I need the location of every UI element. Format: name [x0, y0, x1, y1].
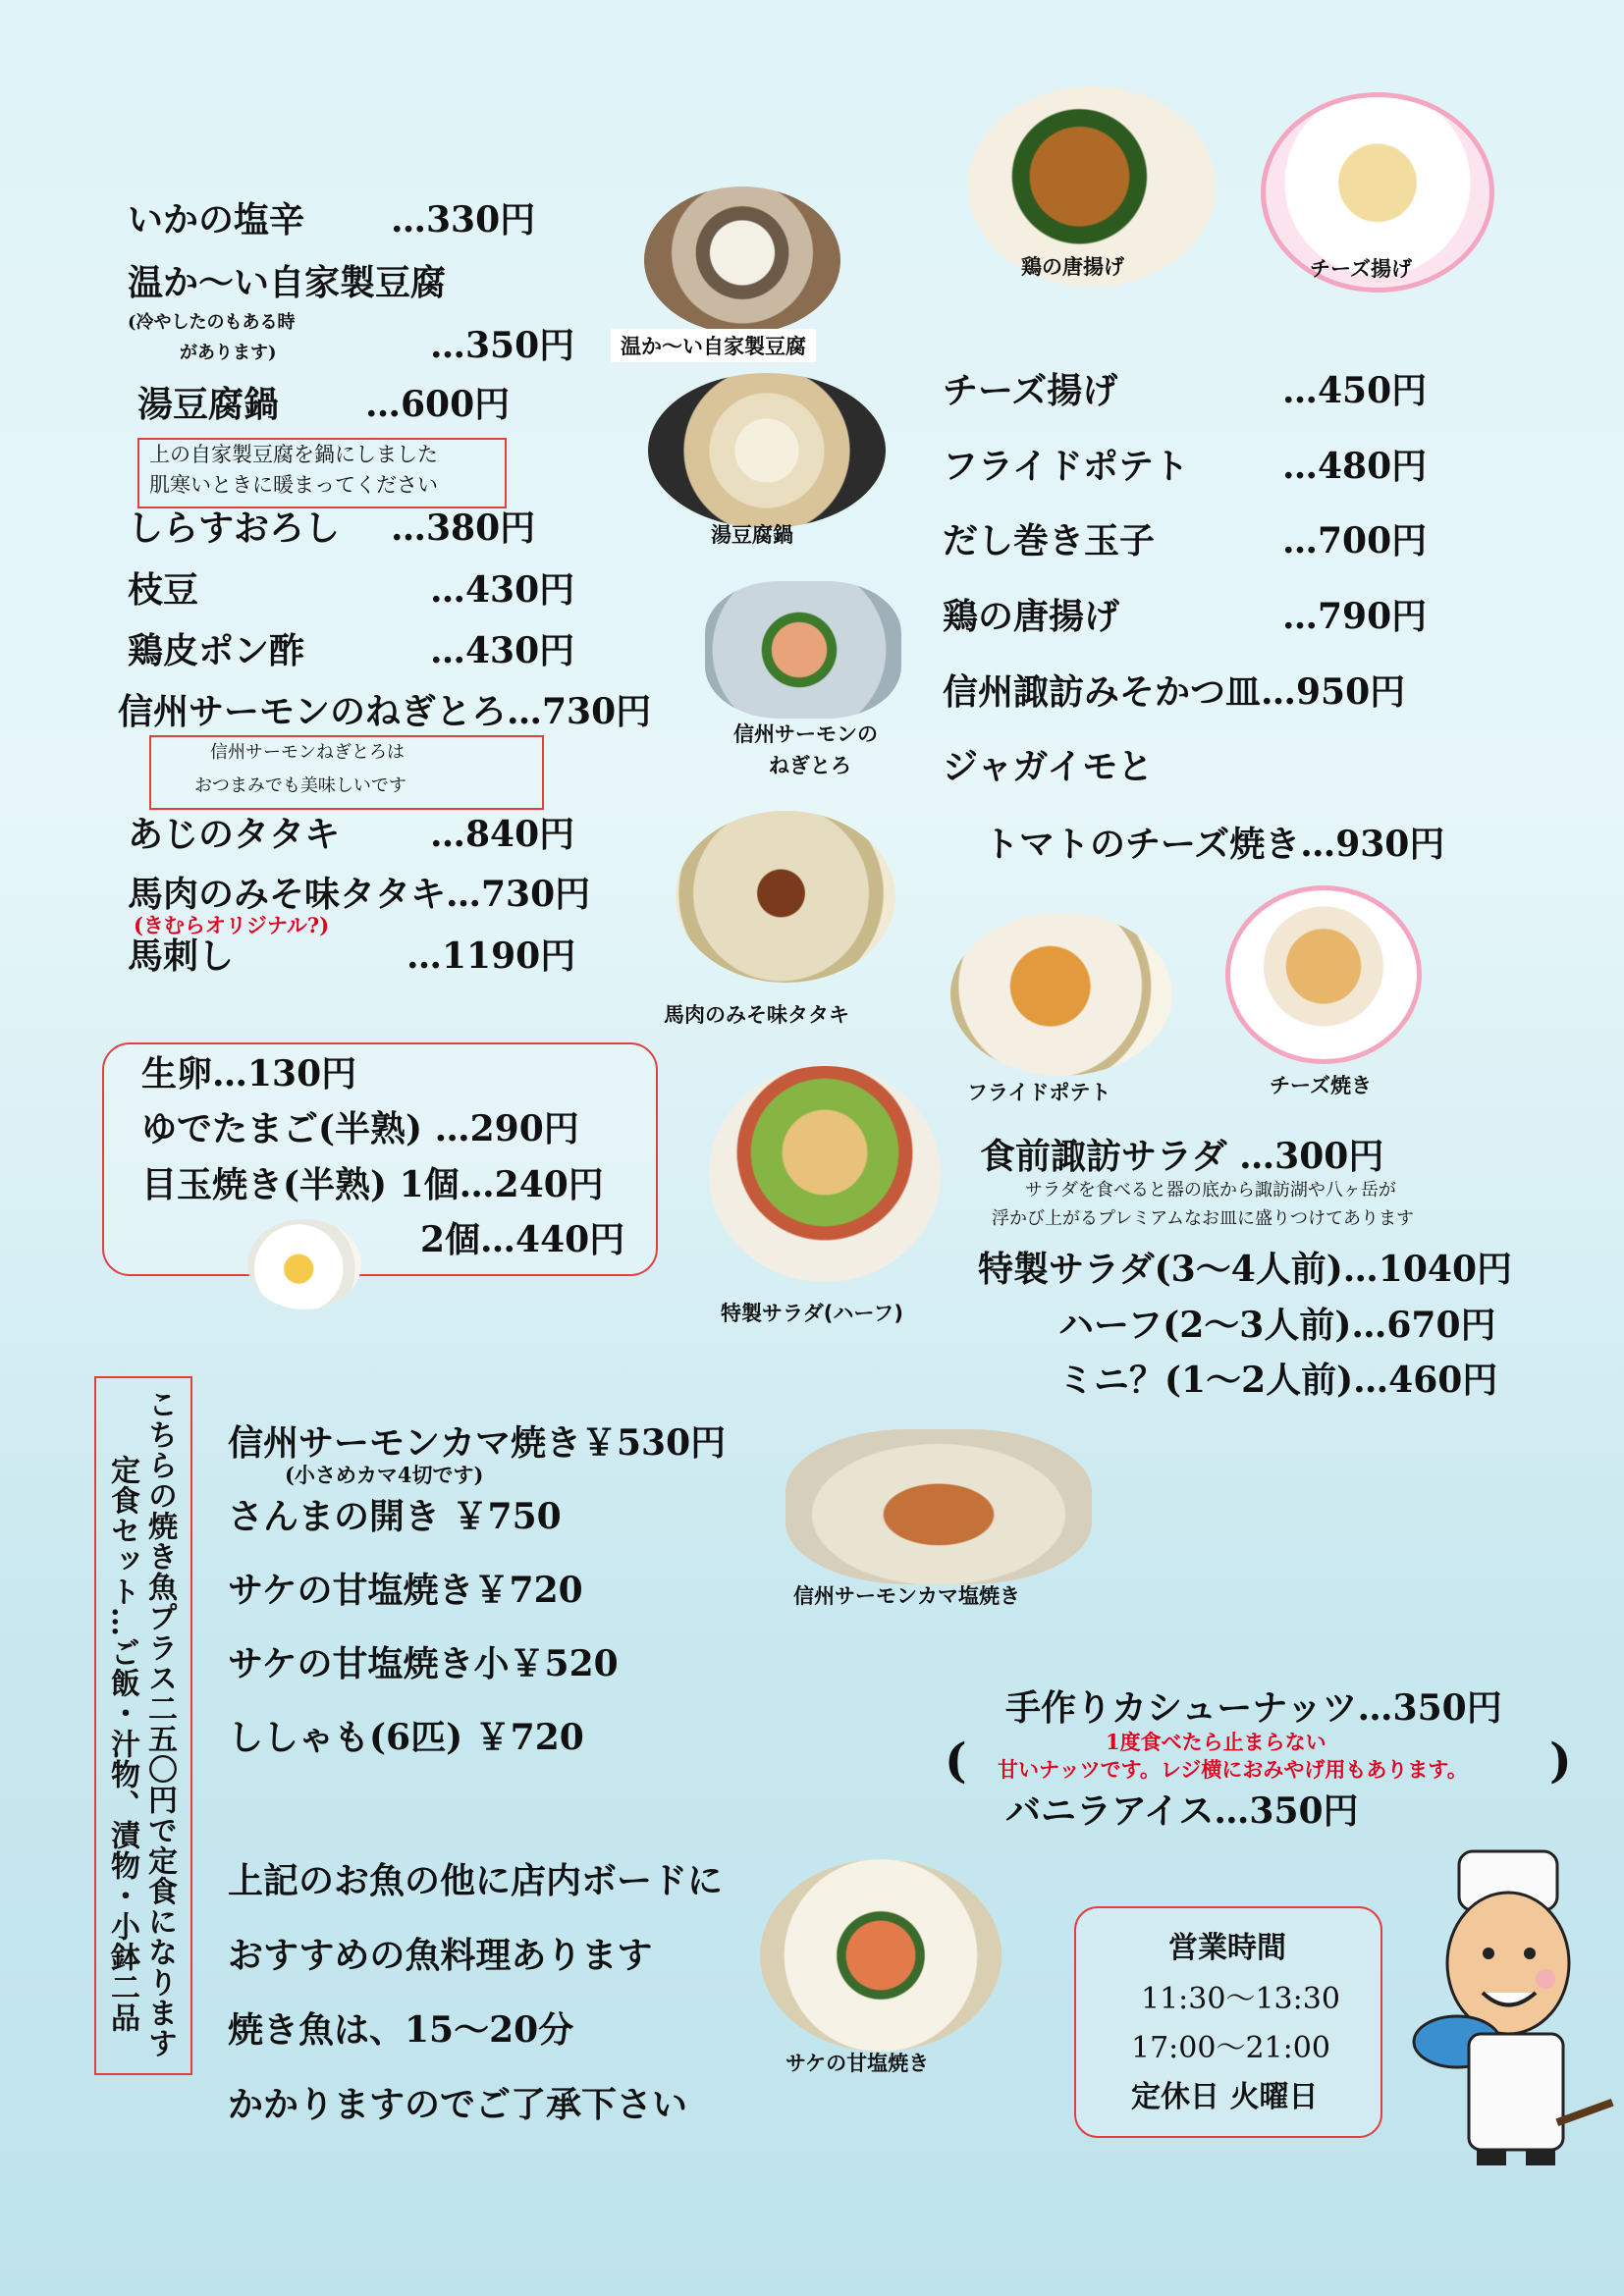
menu-dashimaki: だし巻き玉子: [943, 520, 1156, 561]
menu-ika-price: …330円: [391, 199, 536, 240]
menu-tomato-cheese: トマトのチーズ焼き…930円: [984, 824, 1445, 865]
board-4: かかりますのでご了承下さい: [228, 2084, 688, 2125]
salad-desc-1: サラダを食べると器の底から諏訪湖や八ヶ岳が: [1025, 1180, 1396, 1201]
paren-close: ): [1549, 1734, 1572, 1789]
teishoku-text-1: こちらの焼き魚プラス二五〇円で定食になります: [142, 1389, 177, 2058]
egg-fried-2: 2個…440円: [420, 1219, 625, 1260]
tofu-photo: [644, 187, 840, 334]
sake-photo: [760, 1859, 1001, 2052]
menu-yudofu-price: …600円: [365, 384, 511, 425]
menu-baniku-note: (きむらオリジナル?): [134, 913, 330, 937]
menu-basashi-price: …1190円: [406, 935, 576, 977]
hours-title: 営業時間: [1168, 1931, 1286, 1965]
menu-yudofu: 湯豆腐鍋: [137, 384, 280, 425]
salad-caption: 特製サラダ(ハーフ): [721, 1302, 903, 1325]
yudofu-caption: 湯豆腐鍋: [711, 523, 793, 547]
salad-desc-2: 浮かび上がるプレミアムなお皿に盛りつけてあります: [992, 1208, 1415, 1229]
cashew-note-1: 1度食べたら止まらない: [1106, 1730, 1326, 1754]
board-1: 上記のお魚の他に店内ボードに: [228, 1860, 724, 1901]
salmon-caption-1: 信州サーモンの: [733, 722, 878, 746]
menu-fried-potato: フライドポテト: [943, 446, 1189, 487]
cheese-yaki-photo: [1225, 885, 1422, 1064]
menu-aji-price: …840円: [430, 814, 575, 855]
tofu-caption: 温か～い自家製豆腐: [611, 329, 816, 362]
menu-tofu-note: (冷やしたのもある時: [128, 312, 296, 333]
kama-photo: [785, 1429, 1092, 1584]
fried-egg-photo: [247, 1219, 361, 1309]
menu-shirasu-price: …380円: [391, 507, 536, 549]
hours-dinner: 17:00～21:00: [1131, 2031, 1330, 2065]
salmon-note-1: 信州サーモンねぎとろは: [210, 742, 405, 763]
vanilla: バニラアイス…350円: [1005, 1790, 1359, 1832]
karaage-caption: 鶏の唐揚げ: [1021, 255, 1124, 279]
fish-sake: サケの甘塩焼き￥720: [228, 1570, 583, 1611]
menu-dashimaki-price: …700円: [1282, 520, 1428, 561]
board-3: 焼き魚は、15～20分: [228, 2009, 574, 2051]
hours-closed: 定休日 火曜日: [1131, 2080, 1319, 2114]
cashew-note-2: 甘いナッツです。レジ横におみやげ用もあります。: [998, 1757, 1468, 1782]
menu-ika: いかの塩辛: [128, 199, 305, 240]
menu-fried-potato-price: …480円: [1282, 446, 1428, 487]
kama-caption: 信州サーモンカマ塩焼き: [793, 1584, 1020, 1608]
yudofu-note-1: 上の自家製豆腐を鍋にしました: [149, 443, 438, 466]
chef-illustration: [1398, 1845, 1616, 2169]
sake-caption: サケの甘塩焼き: [785, 2052, 930, 2075]
menu-aji: あじのタタキ: [128, 814, 341, 855]
salmon-negitoro-photo: [705, 581, 901, 719]
menu-salmon-negitoro: 信州サーモンのねぎとろ…730円: [118, 691, 652, 732]
menu-tofu-note2: があります): [180, 343, 277, 363]
menu-misokatsu: 信州諏訪みそかつ皿…950円: [943, 671, 1406, 713]
salmon-note-2: おつまみでも美味しいです: [194, 775, 406, 796]
yudofu-note-2: 肌寒いときに暖まってください: [149, 473, 438, 497]
cheese-yaki-caption: チーズ焼き: [1270, 1074, 1372, 1097]
egg-raw: 生卵…130円: [141, 1053, 357, 1095]
paren-open: (: [945, 1734, 967, 1789]
salad-special: 特製サラダ(3～4人前)…1040円: [978, 1249, 1512, 1290]
menu-edamame: 枝豆: [128, 569, 199, 611]
board-2: おすすめの魚料理あります: [228, 1935, 653, 1976]
salad-half: ハーフ(2～3人前)…670円: [1058, 1305, 1496, 1346]
fish-kama-note: (小さめカマ4切です): [285, 1463, 484, 1487]
teishoku-text-2: 定食セット…ご飯・汁物、漬物・小鉢二品: [105, 1455, 139, 2033]
baniku-photo: [676, 811, 895, 983]
menu-baniku: 馬肉のみそ味タタキ…730円: [128, 874, 591, 915]
yudofu-photo: [648, 373, 886, 528]
egg-fried-1: 目玉焼き(半熟) 1個…240円: [141, 1164, 604, 1205]
cheese-age-caption: チーズ揚げ: [1310, 257, 1412, 281]
salad-photo: [709, 1066, 941, 1282]
menu-edamame-price: …430円: [430, 569, 575, 611]
menu-cheese-age: チーズ揚げ: [943, 370, 1118, 411]
menu-karaage: 鶏の唐揚げ: [943, 596, 1120, 637]
menu-torikawa-price: …430円: [430, 630, 575, 671]
cashew: 手作りカシューナッツ…350円: [1005, 1687, 1502, 1729]
menu-karaage-price: …790円: [1282, 596, 1428, 637]
menu-torikawa: 鶏皮ポン酢: [128, 630, 305, 671]
baniku-caption: 馬肉のみそ味タタキ: [664, 1003, 849, 1027]
menu-jagaimo: ジャガイモと: [943, 746, 1154, 787]
chef-face: [1447, 1893, 1569, 2034]
menu-shirasu: しらすおろし: [128, 507, 341, 549]
menu-basashi: 馬刺し: [128, 935, 235, 977]
hours-lunch: 11:30～13:30: [1141, 1982, 1340, 2016]
menu-tofu: 温か～い自家製豆腐: [128, 262, 447, 303]
fish-sanma: さんまの開き ￥750: [228, 1496, 562, 1537]
salad-title: 食前諏訪サラダ …300円: [980, 1136, 1384, 1177]
fish-shishamo: ししゃも(6匹) ￥720: [228, 1717, 584, 1758]
salmon-caption-2: ねぎとろ: [769, 754, 851, 777]
salad-mini: ミニ？(1～2人前)…460円: [1058, 1360, 1498, 1401]
fish-kama: 信州サーモンカマ焼き￥530円: [228, 1422, 727, 1464]
menu-tofu-price: …350円: [430, 325, 575, 366]
egg-boiled: ゆでたまご(半熟) …290円: [141, 1108, 579, 1149]
menu-cheese-age-price: …450円: [1282, 370, 1428, 411]
fish-sake-small: サケの甘塩焼き小￥520: [228, 1643, 619, 1684]
chef-body: [1469, 2034, 1563, 2150]
fried-potato-caption: フライドポテト: [967, 1081, 1111, 1104]
fried-potato-photo: [950, 913, 1172, 1076]
